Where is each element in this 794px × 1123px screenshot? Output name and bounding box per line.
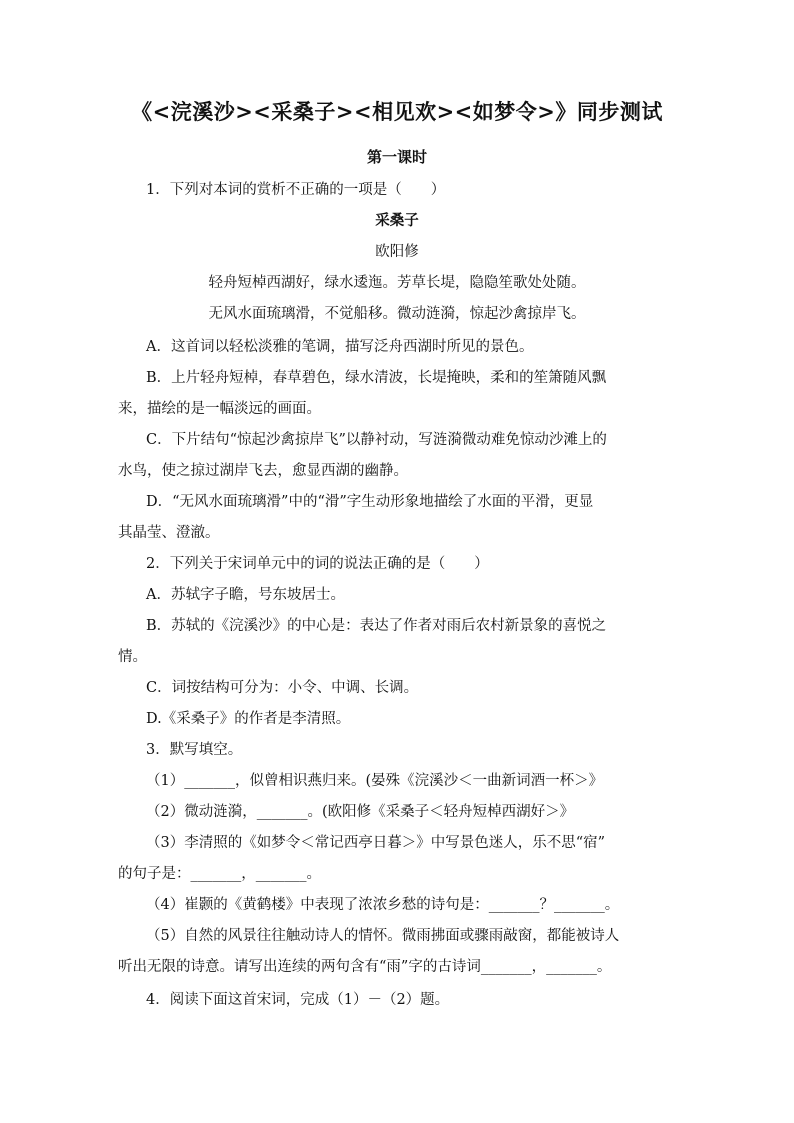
lesson-heading: 第一课时 [366, 148, 427, 166]
fill-blank-5-cont: 听出无限的诗意。请写出连续的两句含有“雨”字的古诗词_______，_______。 [118, 959, 612, 975]
question-3-stem: 3．默写填空。 [146, 742, 243, 758]
q1-option-b-cont: 来，描绘的是一幅淡远的画面。 [118, 401, 321, 417]
poem-author: 欧阳修 [375, 244, 419, 260]
q2-option-c: C．词按结构可分为：小令、中调、长调。 [146, 680, 419, 696]
q2-option-d: D.《采桑子》的作者是李清照。 [146, 711, 351, 727]
q1-option-c: C．下片结句“惊起沙禽掠岸飞”以静衬动，写涟漪微动难免惊动沙滩上的 [146, 432, 607, 448]
q2-option-b: B．苏轼的《浣溪沙》的中心是：表达了作者对雨后农村新景象的喜悦之 [146, 618, 607, 634]
q1-option-a: A．这首词以轻松淡雅的笔调，描写泛舟西湖时所见的景色。 [146, 339, 534, 355]
poem-title: 采桑子 [375, 212, 419, 229]
fill-blank-5: （5）自然的风景往往触动诗人的情怀。微雨拂面或骤雨敲窗，都能被诗人 [146, 928, 620, 944]
poem-line-1: 轻舟短棹西湖好，绿水逶迤。芳草长堤，隐隐笙歌处处随。 [208, 275, 586, 291]
question-4-stem: 4．阅读下面这首宋词，完成（1）－（2）题。 [146, 992, 450, 1008]
document-title: 《<浣溪沙><采桑子><相见欢><如梦令>》同步测试 [131, 99, 663, 124]
poem-line-2: 无风水面琉璃滑，不觉船移。微动涟漪，惊起沙禽掠岸飞。 [208, 306, 586, 322]
fill-blank-3-cont: 的句子是：_______，_______。 [118, 866, 321, 882]
q2-option-a: A．苏轼字子瞻，号东坡居士。 [146, 587, 345, 603]
fill-blank-4: （4）崔颢的《黄鹤楼》中表现了浓浓乡愁的诗句是：_______？_______。 [146, 897, 620, 913]
q1-option-c-cont: 水鸟，使之掠过湖岸飞去，愈显西湖的幽静。 [118, 463, 408, 479]
fill-blank-2: （2）微动涟漪，_______。(欧阳修《采桑子＜轻舟短棹西湖好＞》 [146, 804, 575, 820]
q1-option-d: D．“无风水面琉璃滑”中的“滑”字生动形象地描绘了水面的平滑，更显 [146, 494, 594, 510]
q1-option-d-cont: 其晶莹、澄澈。 [118, 525, 220, 541]
q1-option-b: B．上片轻舟短棹，春草碧色，绿水清波，长堤掩映，柔和的笙箫随风飘 [146, 370, 607, 386]
fill-blank-3: （3）李清照的《如梦令＜常记西亭日暮＞》中写景色迷人，乐不思“宿” [146, 835, 606, 851]
fill-blank-1: （1）_______，似曾相识燕归来。(晏殊《浣溪沙＜一曲新词酒一杯＞》 [146, 773, 604, 789]
q2-option-b-cont: 情。 [118, 649, 147, 665]
question-2-stem: 2．下列关于宋词单元中的词的说法正确的是（ ） [146, 556, 489, 572]
question-1-stem: 1．下列对本词的赏析不正确的一项是（ ） [146, 182, 446, 198]
